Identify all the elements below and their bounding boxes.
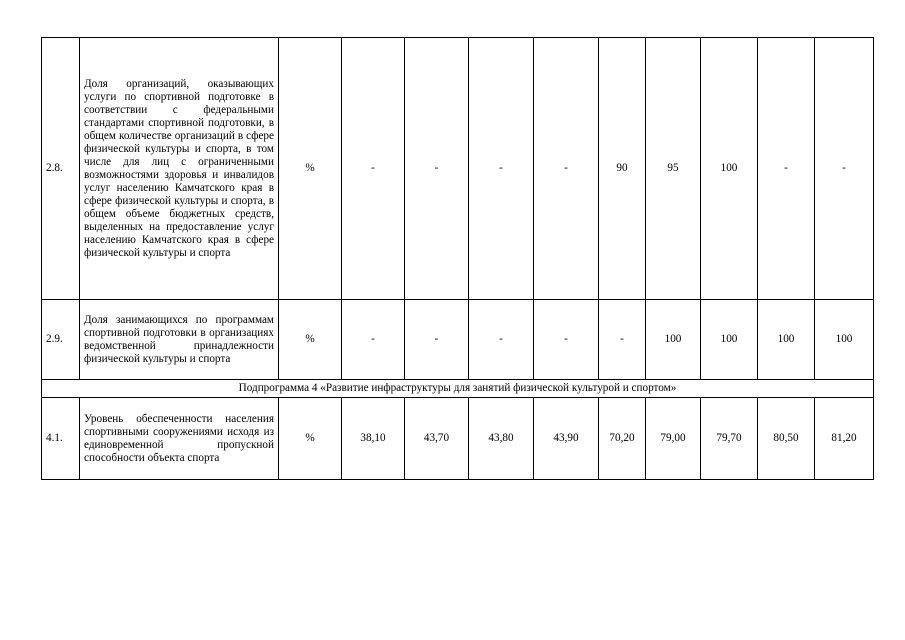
unit-cell: % — [279, 398, 342, 480]
value-cell: 43,90 — [534, 398, 599, 480]
value-cell: - — [405, 38, 469, 300]
value-cell: - — [469, 38, 534, 300]
row-number: 2.9. — [42, 300, 80, 380]
value-cell: - — [758, 38, 815, 300]
value-cell: 100 — [758, 300, 815, 380]
value-cell: 70,20 — [599, 398, 646, 480]
value-cell: 43,70 — [405, 398, 469, 480]
value-cell: - — [534, 300, 599, 380]
subprogram-title: Подпрограмма 4 «Развитие инфраструктуры для занятий физической культурой и спортом» — [42, 380, 874, 398]
value-cell: - — [342, 300, 405, 380]
value-cell: - — [815, 38, 874, 300]
table-row — [42, 398, 874, 480]
value-cell: 80,50 — [758, 398, 815, 480]
value-cell: 90 — [599, 38, 646, 300]
value-cell: 38,10 — [342, 398, 405, 480]
value-cell: 100 — [701, 300, 758, 380]
value-cell: - — [342, 38, 405, 300]
row-number: 4.1. — [42, 398, 80, 480]
indicator-name: Доля организаций, оказывающих услуги по спортивной подготовке в соответствии с федеральными стандартами спортивной подготовки, в общем количестве организаций в сфере физической культуры и спорта, в том числе для лиц с ограниченными возможностями здоровья и инвалидов услуг населению Камчатского края в сфере физической культуры и спорта, в общем объеме бюджетных средств, выделенных на предоставление услуг населению Камчатского края в сфере физической культуры и спорта — [80, 38, 279, 300]
indicator-name: Уровень обеспеченности населения спортивными сооружениями исходя из единовременной пропускной способности объекта спорта — [80, 398, 279, 480]
value-cell: 43,80 — [469, 398, 534, 480]
indicator-name: Доля занимающихся по программам спортивной подготовки в организациях ведомственной принадлежности физической культуры и спорта — [80, 300, 279, 380]
row-number: 2.8. — [42, 38, 80, 300]
value-cell: - — [405, 300, 469, 380]
value-cell: 79,70 — [701, 398, 758, 480]
value-cell: - — [469, 300, 534, 380]
subprogram-row — [42, 380, 874, 398]
value-cell: 81,20 — [815, 398, 874, 480]
table-row — [42, 38, 874, 300]
value-cell: - — [599, 300, 646, 380]
value-cell: 100 — [701, 38, 758, 300]
table-row — [42, 300, 874, 380]
value-cell: - — [534, 38, 599, 300]
unit-cell: % — [279, 300, 342, 380]
indicators-table — [41, 37, 874, 480]
unit-cell: % — [279, 38, 342, 300]
value-cell: 95 — [646, 38, 701, 300]
value-cell: 100 — [815, 300, 874, 380]
value-cell: 79,00 — [646, 398, 701, 480]
value-cell: 100 — [646, 300, 701, 380]
